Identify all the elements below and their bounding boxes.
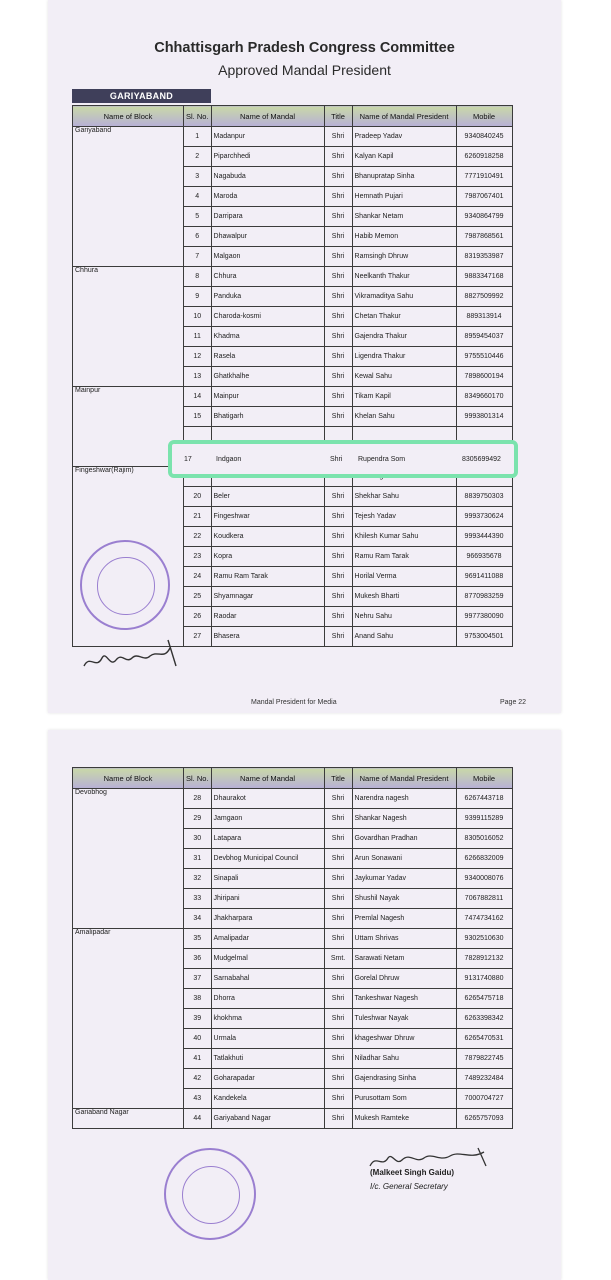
mobile-cell: 8319353987 bbox=[456, 247, 512, 267]
mobile-cell: 8349660170 bbox=[456, 387, 512, 407]
sl-cell: 11 bbox=[184, 327, 212, 347]
document-title: Chhattisgarh Pradesh Congress Committee bbox=[154, 40, 455, 56]
mandal-cell: Dhorra bbox=[211, 989, 324, 1009]
sl-cell: 44 bbox=[184, 1109, 212, 1129]
mandal-cell: khokhma bbox=[211, 1009, 324, 1029]
title-cell: Shri bbox=[324, 287, 352, 307]
mobile-cell: 6267443718 bbox=[456, 789, 512, 809]
mandal-cell: Jamgaon bbox=[211, 809, 324, 829]
mobile-cell: 8305016052 bbox=[456, 829, 512, 849]
title-cell: Shri bbox=[324, 789, 352, 809]
mandal-cell: Maroda bbox=[211, 187, 324, 207]
sl-cell: 6 bbox=[184, 227, 212, 247]
sl-cell: 5 bbox=[184, 207, 212, 227]
block-name-cell: Amalipadar bbox=[73, 929, 184, 1109]
mandal-cell: Rasela bbox=[211, 347, 324, 367]
table-header-row bbox=[73, 768, 513, 789]
president-cell: Niladhar Sahu bbox=[352, 1049, 456, 1069]
sl-cell: 15 bbox=[184, 407, 212, 427]
president-cell: Shushil Nayak bbox=[352, 889, 456, 909]
col-header-mandal: Name of Mandal bbox=[211, 768, 324, 789]
block-name-cell: Fingeshwar(Rajim) bbox=[73, 467, 184, 647]
mobile-cell: 6265470531 bbox=[456, 1029, 512, 1049]
page-number: Page 22 bbox=[500, 699, 527, 706]
president-cell: Khelan Sahu bbox=[352, 407, 456, 427]
block-name-cell: Devobhog bbox=[73, 789, 184, 929]
mobile-cell: 9755510446 bbox=[456, 347, 512, 367]
title-cell: Shri bbox=[324, 247, 352, 267]
mobile-cell: 6266832009 bbox=[456, 849, 512, 869]
president-cell: Tikam Kapil bbox=[352, 387, 456, 407]
mandal-cell: Kopra bbox=[211, 547, 324, 567]
mandal-cell: Kandekela bbox=[211, 1089, 324, 1109]
title-cell: Shri bbox=[324, 829, 352, 849]
mandal-cell: Sinapali bbox=[211, 869, 324, 889]
president-cell: Chetan Thakur bbox=[352, 307, 456, 327]
table-header-row bbox=[73, 106, 513, 127]
district-label: GARIYABAND bbox=[72, 89, 211, 103]
round-seal-stamp bbox=[80, 540, 170, 630]
president-cell: Bhanupratap Sinha bbox=[352, 167, 456, 187]
mobile-cell: 7987868561 bbox=[456, 227, 512, 247]
mandal-cell: Darripara bbox=[211, 207, 324, 227]
col-header-president: Name of Mandal President bbox=[352, 106, 456, 127]
title-cell: Shri bbox=[324, 889, 352, 909]
mobile-cell: 7489232484 bbox=[456, 1069, 512, 1089]
mobile-cell: 9340864799 bbox=[456, 207, 512, 227]
signature-mark bbox=[78, 630, 198, 676]
title-cell: Shri bbox=[324, 809, 352, 829]
block-name-cell: Mainpur bbox=[73, 387, 184, 467]
col-header-mobile: Mobile bbox=[456, 768, 512, 789]
title-cell: Shri bbox=[324, 547, 352, 567]
sl-cell: 14 bbox=[184, 387, 212, 407]
col-header-mobile: Mobile bbox=[456, 106, 512, 127]
title-cell: Shri bbox=[324, 1009, 352, 1029]
president-cell: Tejesh Yadav bbox=[352, 507, 456, 527]
president-cell: Habib Memon bbox=[352, 227, 456, 247]
table-row bbox=[73, 789, 513, 809]
mobile-cell: 8770983259 bbox=[456, 587, 512, 607]
title-cell: Shri bbox=[324, 187, 352, 207]
table-row bbox=[73, 127, 513, 147]
mobile-cell: 7067882811 bbox=[456, 889, 512, 909]
mandal-cell: Ramu Ram Tarak bbox=[211, 567, 324, 587]
president-cell: khageshwar Dhruw bbox=[352, 1029, 456, 1049]
highlight-mandal: Indgaon bbox=[216, 456, 242, 463]
president-cell: Narendra nagesh bbox=[352, 789, 456, 809]
highlighted-row-callout bbox=[168, 440, 518, 478]
sl-cell: 38 bbox=[184, 989, 212, 1009]
sl-cell: 40 bbox=[184, 1029, 212, 1049]
mandal-cell: Jhiripani bbox=[211, 889, 324, 909]
sl-cell: 25 bbox=[184, 587, 212, 607]
mobile-cell: 7879822745 bbox=[456, 1049, 512, 1069]
mandal-cell: Ghatkhalhe bbox=[211, 367, 324, 387]
president-cell: Govardhan Pradhan bbox=[352, 829, 456, 849]
mobile-cell: 9993444390 bbox=[456, 527, 512, 547]
sl-cell: 13 bbox=[184, 367, 212, 387]
page-footer-title: Mandal President for Media bbox=[251, 699, 337, 706]
sl-cell: 41 bbox=[184, 1049, 212, 1069]
mandal-cell: Mudgelmal bbox=[211, 949, 324, 969]
mobile-cell: 6263398342 bbox=[456, 1009, 512, 1029]
sl-cell: 43 bbox=[184, 1089, 212, 1109]
president-cell: Shankar Netam bbox=[352, 207, 456, 227]
col-header-title: Title bbox=[324, 106, 352, 127]
title-cell: Shri bbox=[324, 407, 352, 427]
title-cell: Shri bbox=[324, 347, 352, 367]
title-cell: Shri bbox=[324, 587, 352, 607]
president-cell: Vikramaditya Sahu bbox=[352, 287, 456, 307]
title-cell: Shri bbox=[324, 327, 352, 347]
block-name-cell: Gariaband Nagar bbox=[73, 1109, 184, 1129]
block-name-cell: Chhura bbox=[73, 267, 184, 387]
sl-cell: 2 bbox=[184, 147, 212, 167]
mandal-cell: Koudkera bbox=[211, 527, 324, 547]
mandal-cell: Jhakharpara bbox=[211, 909, 324, 929]
sl-cell: 33 bbox=[184, 889, 212, 909]
mandal-cell: Khadma bbox=[211, 327, 324, 347]
sl-cell: 22 bbox=[184, 527, 212, 547]
sl-cell: 32 bbox=[184, 869, 212, 889]
sl-cell: 9 bbox=[184, 287, 212, 307]
signer-name: (Malkeet Singh Gaidu) bbox=[370, 1168, 455, 1177]
mandal-cell: Goharapadar bbox=[211, 1069, 324, 1089]
title-cell: Shri bbox=[324, 1109, 352, 1129]
mandal-cell: Shyamnagar bbox=[211, 587, 324, 607]
mandal-cell: Devbhog Municipal Council bbox=[211, 849, 324, 869]
mobile-cell: 9340840245 bbox=[456, 127, 512, 147]
mandal-cell: Panduka bbox=[211, 287, 324, 307]
title-cell: Shri bbox=[324, 167, 352, 187]
president-cell: Mukesh Bharti bbox=[352, 587, 456, 607]
mandal-cell: Charoda-kosmi bbox=[211, 307, 324, 327]
sl-cell: 8 bbox=[184, 267, 212, 287]
president-cell: Hemnath Pujari bbox=[352, 187, 456, 207]
president-cell: Shankar Nagesh bbox=[352, 809, 456, 829]
title-cell: Shri bbox=[324, 507, 352, 527]
mandal-table-page-2 bbox=[72, 767, 513, 1129]
president-cell: Sarawati Netam bbox=[352, 949, 456, 969]
mandal-cell: Malgaon bbox=[211, 247, 324, 267]
mobile-cell: 8839750303 bbox=[456, 487, 512, 507]
mobile-cell: 9993801314 bbox=[456, 407, 512, 427]
mobile-cell: 6265757093 bbox=[456, 1109, 512, 1129]
mobile-cell: 9993730624 bbox=[456, 507, 512, 527]
mobile-cell: 9340008076 bbox=[456, 869, 512, 889]
col-header-mandal: Name of Mandal bbox=[211, 106, 324, 127]
mandal-cell: Dhawalpur bbox=[211, 227, 324, 247]
title-cell: Shri bbox=[324, 567, 352, 587]
block-name-cell: Gariyaband bbox=[73, 127, 184, 267]
title-cell: Shri bbox=[324, 1089, 352, 1109]
mobile-cell: 7828912132 bbox=[456, 949, 512, 969]
document-page-2 bbox=[48, 730, 561, 1280]
sl-cell: 26 bbox=[184, 607, 212, 627]
president-cell: Ligendra Thakur bbox=[352, 347, 456, 367]
signer-designation: I/c. General Secretary bbox=[370, 1182, 448, 1191]
sl-cell: 29 bbox=[184, 809, 212, 829]
president-cell: Nehru Sahu bbox=[352, 607, 456, 627]
title-cell: Shri bbox=[324, 1049, 352, 1069]
president-cell: Kalyan Kapil bbox=[352, 147, 456, 167]
president-cell: Horilal Verma bbox=[352, 567, 456, 587]
title-cell: Shri bbox=[324, 127, 352, 147]
mandal-cell: Bhasera bbox=[211, 627, 324, 647]
president-cell: Tuleshwar Nayak bbox=[352, 1009, 456, 1029]
title-cell: Shri bbox=[324, 527, 352, 547]
mandal-cell: Gariyaband Nagar bbox=[211, 1109, 324, 1129]
mobile-cell: 9691411088 bbox=[456, 567, 512, 587]
mobile-cell: 9977380090 bbox=[456, 607, 512, 627]
president-cell: Mukesh Ramteke bbox=[352, 1109, 456, 1129]
title-cell: Shri bbox=[324, 969, 352, 989]
title-cell: Shri bbox=[324, 487, 352, 507]
president-cell: Khilesh Kumar Sahu bbox=[352, 527, 456, 547]
title-cell: Shri bbox=[324, 849, 352, 869]
president-cell: Ramsingh Dhruw bbox=[352, 247, 456, 267]
mobile-cell: 7474734162 bbox=[456, 909, 512, 929]
col-header-block: Name of Block bbox=[73, 768, 184, 789]
sl-cell: 4 bbox=[184, 187, 212, 207]
title-cell: Shri bbox=[324, 607, 352, 627]
president-cell: Jaykumar Yadav bbox=[352, 869, 456, 889]
president-cell: Pradeep Yadav bbox=[352, 127, 456, 147]
mobile-cell: 7771910491 bbox=[456, 167, 512, 187]
table-row bbox=[73, 387, 513, 407]
president-cell: Anand Sahu bbox=[352, 627, 456, 647]
title-cell: Smt. bbox=[324, 949, 352, 969]
sl-cell: 27 bbox=[184, 627, 212, 647]
title-cell: Shri bbox=[324, 387, 352, 407]
president-cell: Gajendrasing Sinha bbox=[352, 1069, 456, 1089]
sl-cell: 31 bbox=[184, 849, 212, 869]
mobile-cell: 9131740880 bbox=[456, 969, 512, 989]
mobile-cell: 9399115289 bbox=[456, 809, 512, 829]
sl-cell: 37 bbox=[184, 969, 212, 989]
sl-cell: 34 bbox=[184, 909, 212, 929]
sl-cell: 1 bbox=[184, 127, 212, 147]
mobile-cell: 966935678 bbox=[456, 547, 512, 567]
mandal-cell: Madanpur bbox=[211, 127, 324, 147]
sl-cell: 35 bbox=[184, 929, 212, 949]
sl-cell: 36 bbox=[184, 949, 212, 969]
title-cell: Shri bbox=[324, 147, 352, 167]
mandal-cell: Latapara bbox=[211, 829, 324, 849]
mandal-cell: Bhatigarh bbox=[211, 407, 324, 427]
title-cell: Shri bbox=[324, 909, 352, 929]
sl-cell: 23 bbox=[184, 547, 212, 567]
title-cell: Shri bbox=[324, 627, 352, 647]
col-header-title: Title bbox=[324, 768, 352, 789]
president-cell: Gorelal Dhruw bbox=[352, 969, 456, 989]
sl-cell: 7 bbox=[184, 247, 212, 267]
highlight-sl: 17 bbox=[184, 456, 192, 463]
mandal-cell: Urmala bbox=[211, 1029, 324, 1049]
document-page-1 bbox=[48, 0, 561, 713]
mandal-cell: Dhaurakot bbox=[211, 789, 324, 809]
mobile-cell: 6265475718 bbox=[456, 989, 512, 1009]
table-row bbox=[73, 929, 513, 949]
highlight-mobile: 8305699492 bbox=[462, 456, 501, 463]
sl-cell: 12 bbox=[184, 347, 212, 367]
title-cell: Shri bbox=[324, 307, 352, 327]
mandal-cell: Fingeshwar bbox=[211, 507, 324, 527]
title-cell: Shri bbox=[324, 227, 352, 247]
sl-cell: 21 bbox=[184, 507, 212, 527]
mobile-cell: 7898600194 bbox=[456, 367, 512, 387]
president-cell: Shekhar Sahu bbox=[352, 487, 456, 507]
col-header-block: Name of Block bbox=[73, 106, 184, 127]
title-cell: Shri bbox=[324, 367, 352, 387]
sl-cell: 39 bbox=[184, 1009, 212, 1029]
mandal-cell: Amalipadar bbox=[211, 929, 324, 949]
highlight-title: Shri bbox=[330, 456, 343, 463]
document-subtitle: Approved Mandal President bbox=[218, 62, 391, 78]
mandal-cell: Nagabuda bbox=[211, 167, 324, 187]
president-cell: Ramu Ram Tarak bbox=[352, 547, 456, 567]
highlight-president: Rupendra Som bbox=[358, 456, 406, 463]
mobile-cell: 7987067401 bbox=[456, 187, 512, 207]
mandal-cell: Tatlakhuti bbox=[211, 1049, 324, 1069]
mobile-cell: 9302510630 bbox=[456, 929, 512, 949]
sl-cell: 28 bbox=[184, 789, 212, 809]
sl-cell: 42 bbox=[184, 1069, 212, 1089]
mobile-cell: 6260918258 bbox=[456, 147, 512, 167]
mobile-cell: 9753004501 bbox=[456, 627, 512, 647]
title-cell: Shri bbox=[324, 929, 352, 949]
president-cell: Neelkanth Thakur bbox=[352, 267, 456, 287]
title-cell: Shri bbox=[324, 267, 352, 287]
sl-cell: 24 bbox=[184, 567, 212, 587]
mandal-cell: Raodar bbox=[211, 607, 324, 627]
president-cell: Gajendra Thakur bbox=[352, 327, 456, 347]
mobile-cell: 889313914 bbox=[456, 307, 512, 327]
col-header-sl: Sl. No. bbox=[184, 768, 212, 789]
sl-cell: 20 bbox=[184, 487, 212, 507]
title-cell: Shri bbox=[324, 1029, 352, 1049]
sl-cell: 3 bbox=[184, 167, 212, 187]
title-cell: Shri bbox=[324, 869, 352, 889]
table-row bbox=[73, 1109, 513, 1129]
title-cell: Shri bbox=[324, 989, 352, 1009]
president-cell: Purusottam Som bbox=[352, 1089, 456, 1109]
president-cell: Arun Sonawani bbox=[352, 849, 456, 869]
mandal-cell: Mainpur bbox=[211, 387, 324, 407]
mobile-cell: 8959454037 bbox=[456, 327, 512, 347]
title-cell: Shri bbox=[324, 1069, 352, 1089]
mandal-cell: Chhura bbox=[211, 267, 324, 287]
president-cell: Uttam Shrivas bbox=[352, 929, 456, 949]
mobile-cell: 8827509992 bbox=[456, 287, 512, 307]
round-seal-stamp bbox=[164, 1148, 256, 1240]
table-row bbox=[73, 267, 513, 287]
president-cell: Tankeshwar Nagesh bbox=[352, 989, 456, 1009]
title-cell: Shri bbox=[324, 207, 352, 227]
col-header-sl: Sl. No. bbox=[184, 106, 212, 127]
mobile-cell: 9883347168 bbox=[456, 267, 512, 287]
col-header-president: Name of Mandal President bbox=[352, 768, 456, 789]
mandal-cell: Sarnabahal bbox=[211, 969, 324, 989]
president-cell: Premlal Nagesh bbox=[352, 909, 456, 929]
mandal-cell: Beler bbox=[211, 487, 324, 507]
mandal-cell: Piparchhedi bbox=[211, 147, 324, 167]
mobile-cell: 7000704727 bbox=[456, 1089, 512, 1109]
sl-cell: 30 bbox=[184, 829, 212, 849]
sl-cell: 10 bbox=[184, 307, 212, 327]
president-cell: Kewal Sahu bbox=[352, 367, 456, 387]
